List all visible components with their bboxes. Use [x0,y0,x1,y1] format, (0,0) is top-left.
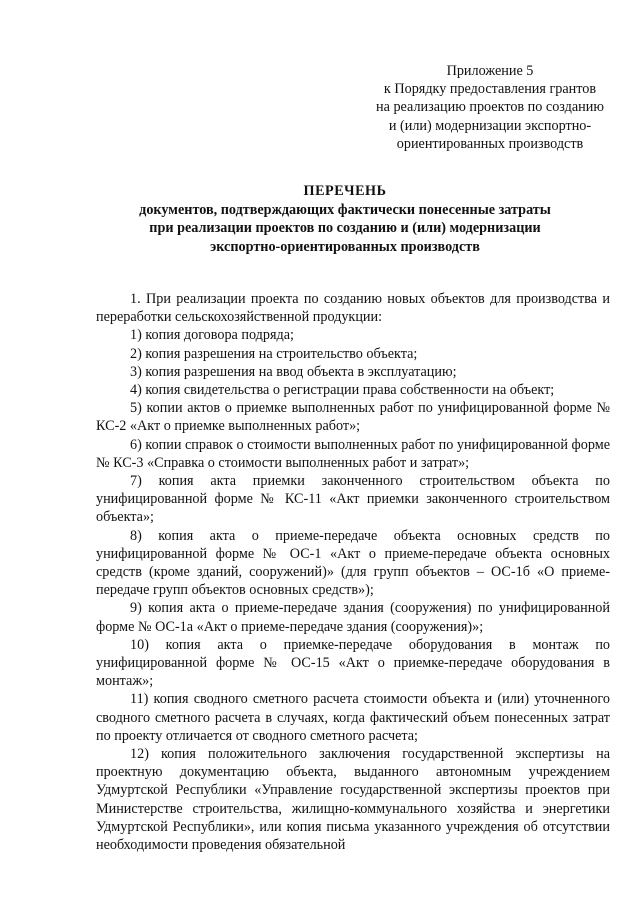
list-item: 4) копия свидетельства о регистрации права собственности на объект; [130,382,555,399]
list-item: 2) копия разрешения на строительство объекта; [130,345,418,362]
appendix-title: Приложение 5 [446,63,534,79]
appendix-line: ориентированных производств [396,135,584,152]
appendix-line: на реализацию проектов по созданию [376,99,604,116]
list-item: 8) копия акта о приеме-передаче объекта основных средств по унифицированной форме № ОС-1 «Акт о приеме-передаче объекта основных средств (кроме зданий, сооружений)» (для групп объектов – ОС-1б «О приеме-передаче групп объектов основных средств»); [96,527,610,599]
appendix-block [355,62,625,153]
list-item: 6) копии справок о стоимости выполненных работ по унифицированной форме № КС-3 «Справка о стоимости выполненных работ и затрат»; [96,436,610,471]
list-item: 5) копии актов о приемке выполненных работ по унифицированной форме № КС-2 «Акт о приемке выполненных работ»; [96,400,610,435]
document-body [96,290,610,854]
list-item: 12) копия положительного заключения государственной экспертизы на проектную документацию объекта, выданного автономным учреждением Удмуртской Республики «Управление государственной экспертизы проектов при Министерстве строительства, жилищно-коммунального хозяйства и энергетики Удмуртской Республики», или копия письма указанного учреждения об отсутствии необходимости проведения обязательной [96,746,610,854]
heading-line: документов, подтверждающих фактически понесенные затраты [139,201,551,218]
document-heading [90,182,600,256]
list-item: 10) копия акта о приемке-передаче оборудования в монтаж по унифицированной форме № ОС-15 «Акт о приемке-передаче оборудования в монтаж»; [96,636,610,690]
list-item: 7) копия акта приемки законченного строительством объекта по унифицированной форме № КС-11 «Акт приемки законченного строительством объекта»; [96,473,610,526]
list-item: 11) копия сводного сметного расчета стоимости объекта и (или) уточненного сводного сметного расчета в случаях, когда фактический объем понесенных затрат по проекту отличается от сводного сметного расчета; [96,691,610,744]
appendix-line: к Порядку предоставления грантов [383,81,597,98]
heading-line: при реализации проектов по созданию и (или) модернизации [149,220,541,236]
heading-line: экспортно-ориентированных производств [210,238,480,255]
list-item: 1) копия договора подряда; [130,327,294,344]
list-item: 9) копия акта о приеме-передаче здания (сооружения) по унифицированной форме № ОС-1а «Акт о приеме-передаче здания (сооружения)»; [96,600,610,635]
list-item: 1. При реализации проекта по созданию новых объектов для производства и переработки сельскохозяйственной продукции: [96,291,610,326]
heading-title: ПЕРЕЧЕНЬ [303,183,387,199]
appendix-line: и (или) модернизации экспортно- [388,117,592,134]
list-item: 3) копия разрешения на ввод объекта в эксплуатацию; [130,363,457,380]
